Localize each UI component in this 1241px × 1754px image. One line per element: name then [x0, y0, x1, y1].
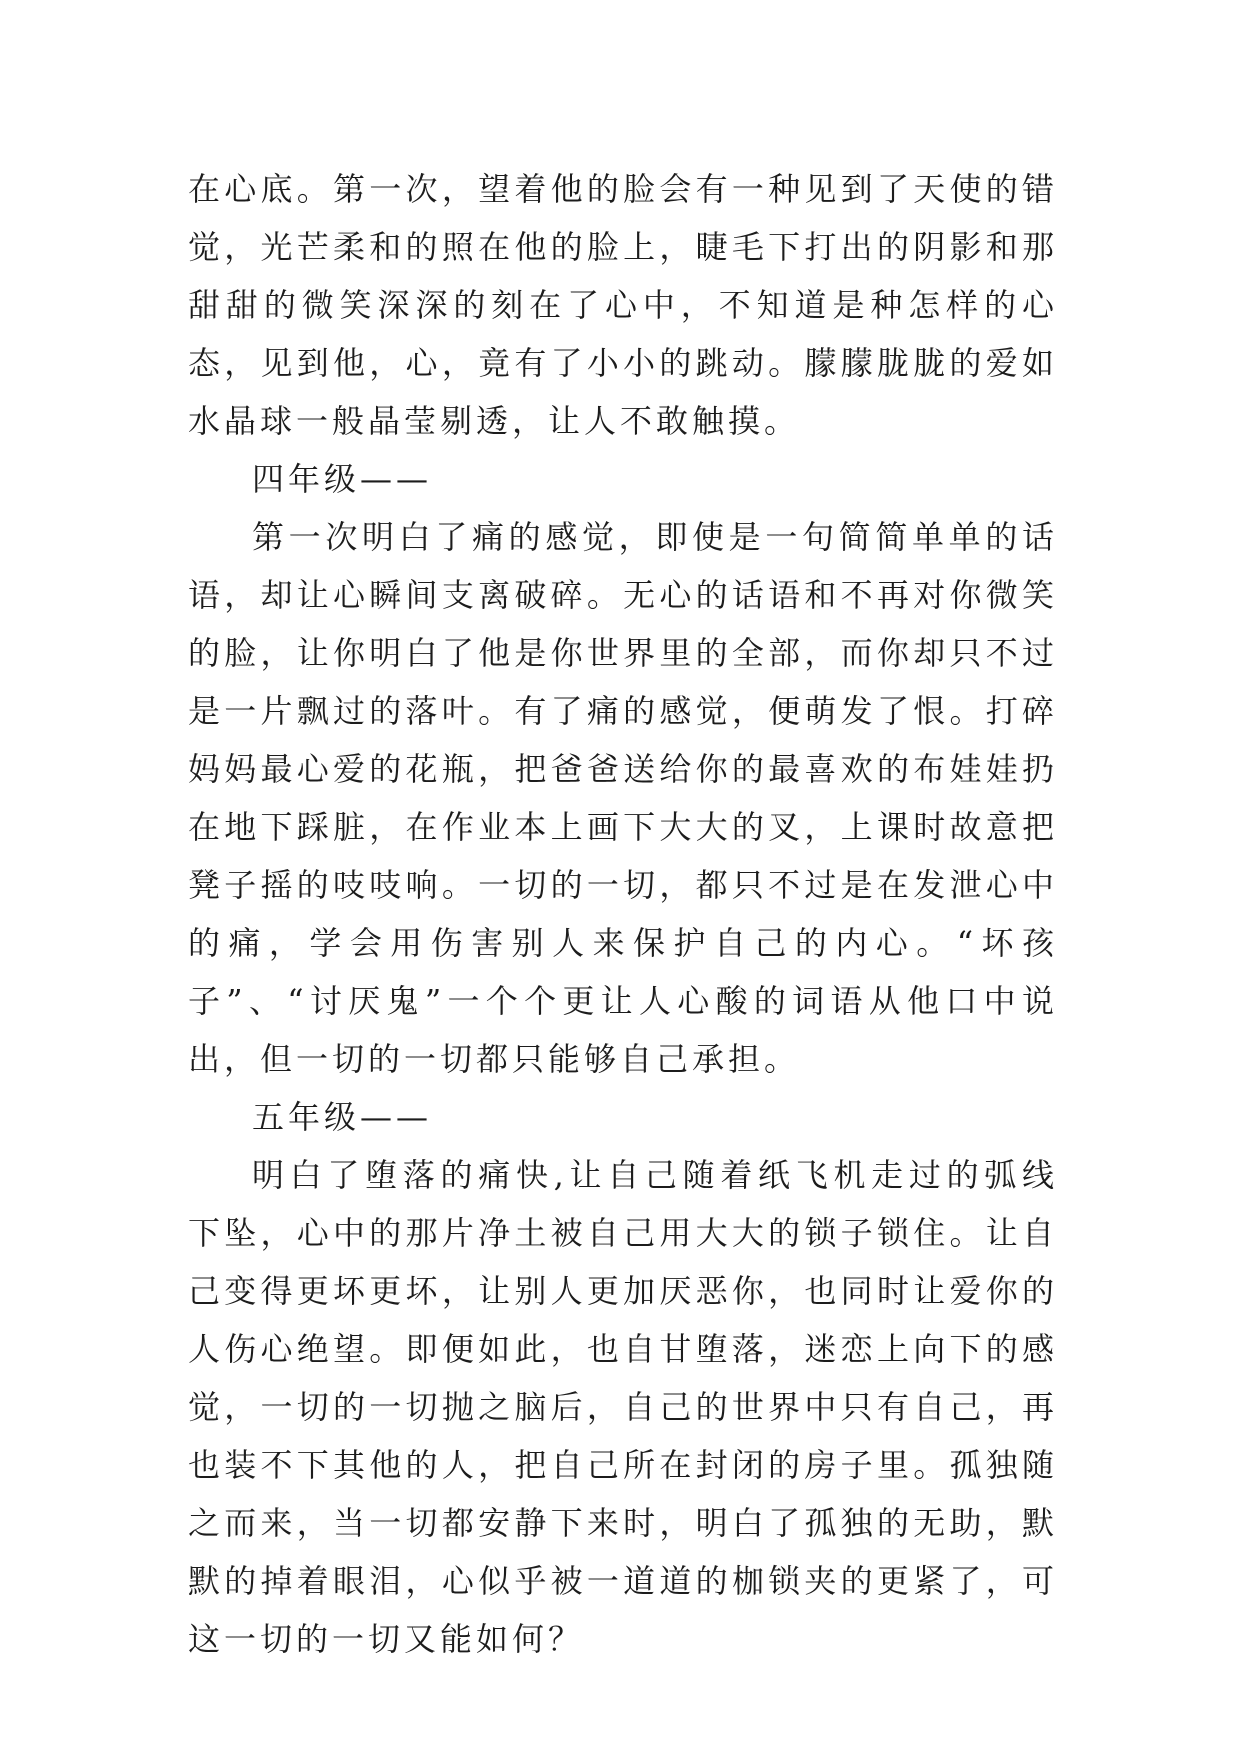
document-body — [188, 160, 1058, 1668]
paragraph-grade-four: 第一次明白了痛的感觉，即使是一句简简单单的话语，却让心瞬间支离破碎。无心的话语和不再对你微笑的脸，让你明白了他是你世界里的全部，而你却只不过是一片飘过的落叶。有了痛的感觉，便萌发了恨。打碎妈妈最心爱的花瓶，把爸爸送给你的最喜欢的布娃娃扔在地下踩脏，在作业本上画下大大的叉，上课时故意把凳子摇的吱吱响。一切的一切，都只不过是在发泄心中的痛，学会用伤害别人来保护自己的内心。“坏孩子”、“讨厌鬼”一个个更让人心酸的词语从他口中说出，但一切的一切都只能够自己承担。 — [188, 518, 1058, 1078]
paragraph-grade-five: 明白了堕落的痛快,让自己随着纸飞机走过的弧线下坠，心中的那片净土被自己用大大的锁子锁住。让自己变得更坏更坏，让别人更加厌恶你，也同时让爱你的人伤心绝望。即便如此，也自甘堕落，迷恋上向下的感觉，一切的一切抛之脑后，自己的世界中只有自己，再也装不下其他的人，把自己所在封闭的房子里。孤独随之而来，当一切都安静下来时，明白了孤独的无助，默默的掉着眼泪，心似乎被一道道的枷锁夹的更紧了，可这一切的一切又能如何？ — [188, 1156, 1058, 1658]
paragraph-continued: 在心底。第一次，望着他的脸会有一种见到了天使的错觉，光芒柔和的照在他的脸上，睫毛下打出的阴影和那甜甜的微笑深深的刻在了心中，不知道是种怎样的心态，见到他，心，竟有了小小的跳动。朦朦胧胧的爱如水晶球一般晶莹剔透，让人不敢触摸。 — [188, 170, 1058, 440]
section-heading-grade-four: 四年级—— — [252, 460, 433, 498]
section-heading-grade-five: 五年级—— — [252, 1098, 433, 1136]
